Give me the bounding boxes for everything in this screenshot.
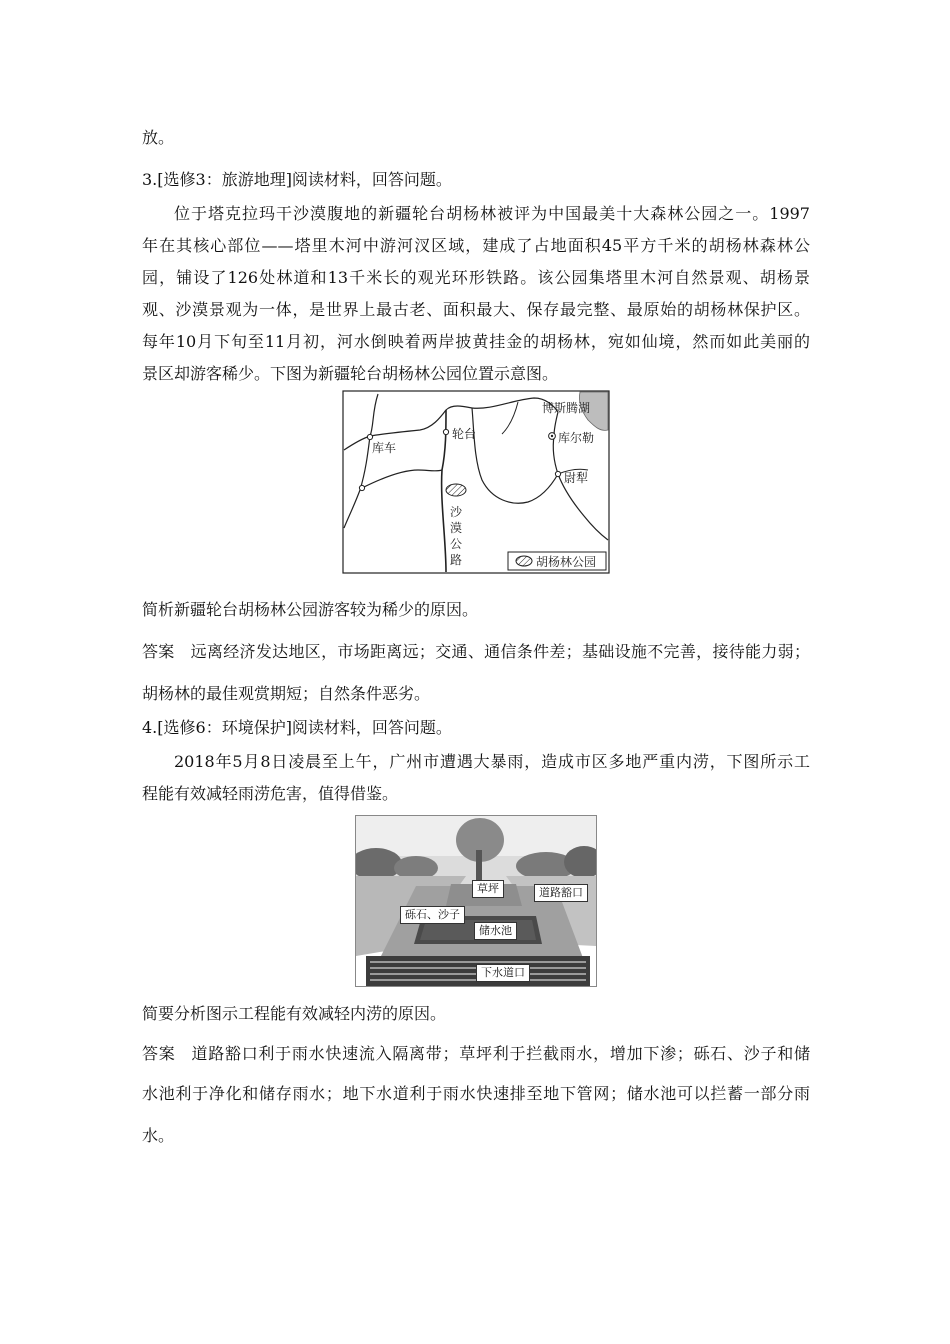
map-label-bosten: 博斯腾湖	[542, 401, 591, 415]
city-capital-center	[551, 435, 553, 437]
answer-line	[142, 1044, 810, 1064]
map-label-desert-road: 沙	[450, 505, 463, 519]
photo-label-drain: 下水道口	[476, 964, 530, 982]
paragraph-line: 景区却游客稀少。下图为新疆轮台胡杨林公园位置示意图。	[142, 364, 559, 383]
answer-text: 道路豁口利于雨水快速流入隔离带；草坪利于拦截雨水，增加下渗；砾石、沙子和储	[191, 1044, 810, 1063]
paragraph-line: 每年10月下旬至11月初，河水倒映着两岸披黄挂金的胡杨林，宛如仙境，然而如此美丽的	[142, 332, 810, 351]
city-dot	[555, 471, 560, 476]
city-dot	[443, 429, 448, 434]
answer-line: 水池利于净化和储存雨水；地下水道利于雨水快速排至地下管网；储水池可以拦蓄一部分雨	[142, 1084, 810, 1103]
photo-label-pool: 储水池	[474, 922, 517, 940]
answer-text: 远离经济发达地区，市场距离远；交通、通信条件差；基础设施不完善，接待能力弱；	[190, 642, 810, 661]
answer-label: 答案	[142, 1044, 176, 1063]
photo-label-gravel: 砾石、沙子	[400, 906, 465, 924]
paragraph-line: 位于塔克拉玛干沙漠腹地的新疆轮台胡杨林被评为中国最美十大森林公园之一。1997	[174, 204, 810, 223]
drainage-photo	[355, 815, 597, 987]
map-label-kuche: 库车	[372, 441, 397, 455]
map-label-desert-road: 漠	[450, 521, 463, 535]
text-line: 放。	[142, 128, 175, 147]
question-4-title: 4.[选修6：环境保护]阅读材料，回答问题。	[142, 718, 452, 737]
city-dot	[359, 485, 364, 490]
map-label-desert-road: 公	[450, 537, 463, 551]
photo-label-lawn: 草坪	[472, 880, 504, 898]
paragraph-line: 观、沙漠景观为一体，是世界上最古老、面积最大、保存最完整、最原始的胡杨林保护区。	[142, 300, 810, 319]
map-label-korla: 库尔勒	[558, 431, 595, 445]
question-3-prompt: 简析新疆轮台胡杨林公园游客较为稀少的原因。	[142, 600, 479, 619]
photo-label-road-gap: 道路豁口	[534, 884, 588, 902]
paragraph-line: 程能有效减轻雨涝危害，值得借鉴。	[142, 784, 399, 803]
answer-line	[142, 642, 810, 662]
city-dot	[367, 434, 372, 439]
paragraph-line: 年在其核心部位——塔里木河中游河汊区域，建成了占地面积45平方千米的胡杨林森林公	[142, 236, 810, 255]
question-4-prompt: 简要分析图示工程能有效减轻内涝的原因。	[142, 1004, 447, 1023]
map-label-yuli: 尉犁	[564, 471, 589, 485]
location-map	[342, 390, 610, 574]
map-label-luntai: 轮台	[452, 427, 477, 441]
answer-label: 答案	[142, 642, 175, 661]
map-svg	[342, 390, 610, 574]
map-legend-label: 胡杨林公园	[536, 555, 597, 569]
paragraph-line: 园，铺设了126处林道和13千米长的观光环形铁路。该公园集塔里木河自然景观、胡杨景	[142, 268, 810, 287]
park-symbol	[446, 484, 466, 496]
answer-line: 胡杨林的最佳观赏期短；自然条件恶劣。	[142, 684, 431, 703]
question-3-title: 3.[选修3：旅游地理]阅读材料，回答问题。	[142, 170, 452, 189]
paragraph-line: 2018年5月8日凌晨至上午，广州市遭遇大暴雨，造成市区多地严重内涝，下图所示工	[174, 752, 810, 771]
map-label-desert-road: 路	[450, 553, 463, 567]
legend-park-symbol	[516, 556, 532, 566]
answer-line: 水。	[142, 1126, 175, 1145]
